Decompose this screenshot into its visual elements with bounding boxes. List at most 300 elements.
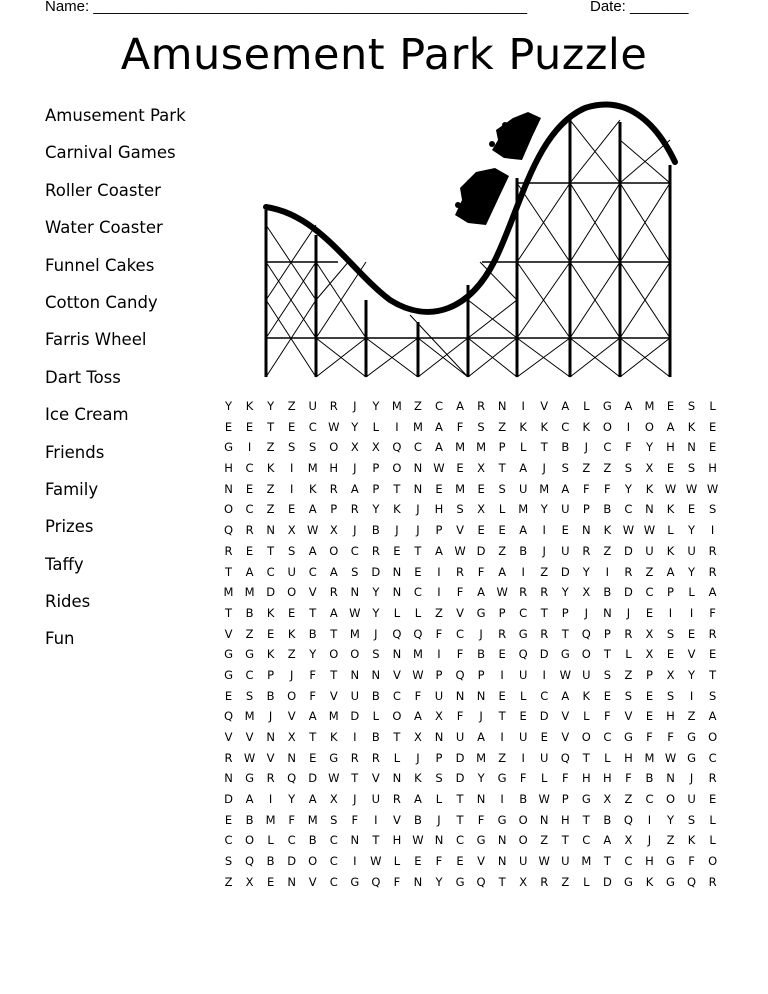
grid-cell[interactable]: E xyxy=(708,792,717,807)
grid-cell[interactable]: F xyxy=(667,730,674,744)
grid-cell[interactable]: O xyxy=(329,647,339,662)
grid-cell[interactable]: N xyxy=(497,399,507,413)
grid-cell[interactable]: H xyxy=(434,502,444,517)
grid-cell[interactable]: L xyxy=(393,854,401,869)
grid-cell[interactable]: X xyxy=(477,461,486,476)
grid-cell[interactable]: B xyxy=(245,812,254,827)
grid-cell[interactable]: X xyxy=(350,440,359,455)
grid-cell[interactable]: E xyxy=(456,854,464,869)
grid-cell[interactable]: L xyxy=(519,440,527,455)
grid-cell[interactable]: L xyxy=(604,750,611,765)
grid-cell[interactable]: Y xyxy=(435,874,443,889)
grid-cell[interactable]: R xyxy=(350,750,359,765)
grid-cell[interactable]: M xyxy=(328,709,339,724)
grid-cell[interactable]: O xyxy=(308,854,318,869)
grid-cell[interactable]: J xyxy=(542,461,546,476)
grid-cell[interactable]: N xyxy=(266,730,275,744)
grid-cell[interactable]: F xyxy=(709,605,716,620)
grid-cell[interactable]: L xyxy=(393,750,401,765)
grid-cell[interactable]: I xyxy=(500,730,504,744)
grid-cell[interactable]: L xyxy=(498,502,506,517)
grid-cell[interactable]: A xyxy=(414,709,422,724)
grid-cell[interactable]: Z xyxy=(245,626,254,641)
grid-cell[interactable]: A xyxy=(603,833,612,848)
grid-cell[interactable]: R xyxy=(456,564,465,579)
grid-cell[interactable]: R xyxy=(329,481,338,496)
grid-cell[interactable]: N xyxy=(392,771,402,786)
grid-cell[interactable]: K xyxy=(414,771,422,786)
grid-cell[interactable]: I xyxy=(353,854,357,869)
grid-cell[interactable]: V xyxy=(392,667,401,682)
grid-cell[interactable]: V xyxy=(371,771,380,786)
grid-cell[interactable]: K xyxy=(666,502,675,517)
grid-cell[interactable]: O xyxy=(518,812,528,827)
grid-cell[interactable]: K xyxy=(393,502,401,517)
grid-cell[interactable]: P xyxy=(330,502,338,517)
grid-cell[interactable]: U xyxy=(687,792,696,807)
grid-cell[interactable]: C xyxy=(434,399,443,413)
grid-cell[interactable]: R xyxy=(224,543,233,558)
grid-cell[interactable]: E xyxy=(645,709,654,724)
grid-cell[interactable]: F xyxy=(456,709,464,724)
grid-cell[interactable]: R xyxy=(540,626,549,641)
grid-cell[interactable]: W xyxy=(706,481,719,496)
grid-cell[interactable]: Y xyxy=(624,481,632,496)
grid-cell[interactable]: E xyxy=(498,647,506,662)
grid-cell[interactable]: Z xyxy=(287,399,296,413)
grid-cell[interactable]: R xyxy=(624,626,633,641)
grid-cell[interactable]: Z xyxy=(224,874,233,889)
grid-cell[interactable]: K xyxy=(266,605,275,620)
grid-cell[interactable]: J xyxy=(437,812,441,827)
grid-cell[interactable]: U xyxy=(561,854,570,869)
grid-cell[interactable]: R xyxy=(540,585,549,600)
grid-cell[interactable]: K xyxy=(666,543,675,558)
grid-cell[interactable]: S xyxy=(309,440,317,455)
grid-cell[interactable]: T xyxy=(225,564,233,579)
grid-cell[interactable]: T xyxy=(498,874,506,889)
grid-cell[interactable]: E xyxy=(456,461,464,476)
grid-cell[interactable]: Y xyxy=(372,585,380,600)
grid-cell[interactable]: D xyxy=(371,564,381,579)
grid-cell[interactable]: Z xyxy=(603,543,612,558)
grid-cell[interactable]: T xyxy=(498,709,506,724)
grid-cell[interactable]: A xyxy=(245,792,254,807)
grid-cell[interactable]: M xyxy=(223,585,234,600)
grid-cell[interactable]: Y xyxy=(351,419,359,434)
grid-cell[interactable]: Z xyxy=(498,750,507,765)
grid-cell[interactable]: B xyxy=(371,688,380,703)
grid-cell[interactable]: O xyxy=(644,419,654,434)
grid-cell[interactable]: K xyxy=(329,730,338,744)
grid-cell[interactable]: S xyxy=(666,688,675,703)
grid-cell[interactable]: L xyxy=(372,419,380,434)
grid-cell[interactable]: C xyxy=(624,502,633,517)
grid-cell[interactable]: V xyxy=(456,605,464,620)
grid-cell[interactable]: H xyxy=(224,461,233,476)
grid-cell[interactable]: U xyxy=(687,543,696,558)
grid-cell[interactable]: T xyxy=(603,854,611,869)
grid-cell[interactable]: I xyxy=(542,667,546,682)
grid-cell[interactable]: G xyxy=(476,833,486,848)
grid-cell[interactable]: R xyxy=(477,399,486,413)
grid-cell[interactable]: E xyxy=(393,543,401,558)
grid-cell[interactable]: Z xyxy=(266,481,275,496)
grid-cell[interactable]: E xyxy=(224,688,233,703)
grid-cell[interactable]: L xyxy=(435,792,443,807)
grid-cell[interactable]: X xyxy=(477,502,486,517)
grid-cell[interactable]: B xyxy=(245,605,254,620)
grid-cell[interactable]: D xyxy=(287,854,297,869)
grid-cell[interactable]: Q xyxy=(455,667,465,682)
grid-cell[interactable]: C xyxy=(624,854,633,869)
grid-cell[interactable]: N xyxy=(413,461,423,476)
grid-cell[interactable]: G xyxy=(687,730,697,744)
grid-cell[interactable]: Y xyxy=(688,564,696,579)
grid-cell[interactable]: Z xyxy=(540,564,549,579)
grid-cell[interactable]: G xyxy=(329,750,339,765)
grid-cell[interactable]: E xyxy=(414,564,422,579)
grid-cell[interactable]: Y xyxy=(540,502,548,517)
grid-cell[interactable]: G xyxy=(518,626,528,641)
grid-cell[interactable]: D xyxy=(308,771,318,786)
grid-cell[interactable]: D xyxy=(350,709,360,724)
grid-cell[interactable]: F xyxy=(688,854,695,869)
grid-cell[interactable]: X xyxy=(245,874,254,889)
grid-cell[interactable]: D xyxy=(560,564,570,579)
grid-cell[interactable]: O xyxy=(287,688,297,703)
grid-cell[interactable]: P xyxy=(372,461,380,476)
grid-cell[interactable]: F xyxy=(435,854,443,869)
grid-cell[interactable]: N xyxy=(497,833,507,848)
grid-cell[interactable]: A xyxy=(308,792,317,807)
grid-cell[interactable]: O xyxy=(223,502,234,517)
grid-cell[interactable]: Z xyxy=(624,667,633,682)
grid-cell[interactable]: E xyxy=(708,419,717,434)
grid-cell[interactable]: B xyxy=(308,833,317,848)
grid-cell[interactable]: L xyxy=(519,688,527,703)
grid-cell[interactable]: Q xyxy=(413,626,423,641)
grid-cell[interactable]: F xyxy=(519,771,527,786)
grid-cell[interactable]: F xyxy=(561,771,569,786)
grid-cell[interactable]: S xyxy=(687,461,696,476)
grid-cell[interactable]: G xyxy=(476,605,486,620)
grid-cell[interactable]: N xyxy=(392,585,402,600)
grid-cell[interactable]: A xyxy=(308,502,317,517)
grid-cell[interactable]: B xyxy=(603,812,612,827)
grid-cell[interactable]: O xyxy=(708,730,718,744)
grid-cell[interactable]: Q xyxy=(287,771,297,786)
grid-cell[interactable]: P xyxy=(267,667,275,682)
grid-cell[interactable]: K xyxy=(687,419,696,434)
grid-cell[interactable]: A xyxy=(519,523,528,538)
grid-cell[interactable]: R xyxy=(582,543,591,558)
grid-cell[interactable]: L xyxy=(541,771,548,786)
grid-cell[interactable]: Z xyxy=(582,461,591,476)
grid-cell[interactable]: M xyxy=(455,481,465,496)
grid-cell[interactable]: T xyxy=(393,481,401,496)
grid-cell[interactable]: K xyxy=(603,523,612,538)
grid-cell[interactable]: Q xyxy=(392,440,402,455)
grid-cell[interactable]: P xyxy=(645,667,653,682)
grid-cell[interactable]: I xyxy=(437,647,441,662)
grid-cell[interactable]: T xyxy=(540,605,548,620)
grid-cell[interactable]: W xyxy=(664,750,677,765)
grid-cell[interactable]: E xyxy=(414,854,422,869)
grid-cell[interactable]: T xyxy=(540,440,548,455)
grid-cell[interactable]: M xyxy=(539,481,550,496)
grid-cell[interactable]: W xyxy=(349,605,361,620)
grid-cell[interactable]: K xyxy=(266,461,275,476)
grid-cell[interactable]: F xyxy=(456,585,464,600)
grid-cell[interactable]: P xyxy=(667,585,674,600)
grid-cell[interactable]: A xyxy=(708,585,717,600)
grid-cell[interactable]: F xyxy=(477,564,485,579)
grid-cell[interactable]: N xyxy=(455,688,465,703)
grid-cell[interactable]: J xyxy=(416,502,420,517)
grid-cell[interactable]: O xyxy=(518,833,528,848)
grid-cell[interactable]: Z xyxy=(287,647,296,662)
grid-cell[interactable]: E xyxy=(666,399,675,413)
grid-cell[interactable]: A xyxy=(498,564,507,579)
grid-cell[interactable]: T xyxy=(225,605,233,620)
grid-cell[interactable]: G xyxy=(687,750,697,765)
grid-cell[interactable]: E xyxy=(540,730,548,744)
grid-cell[interactable]: R xyxy=(519,585,528,600)
grid-cell[interactable]: F xyxy=(351,812,359,827)
grid-cell[interactable]: I xyxy=(689,688,694,703)
grid-cell[interactable]: I xyxy=(268,792,273,807)
grid-cell[interactable]: T xyxy=(351,771,359,786)
grid-cell[interactable]: R xyxy=(498,626,507,641)
grid-cell[interactable]: S xyxy=(561,461,569,476)
grid-cell[interactable]: S xyxy=(351,564,359,579)
grid-cell[interactable]: Z xyxy=(498,543,507,558)
grid-cell[interactable]: C xyxy=(519,605,528,620)
grid-cell[interactable]: S xyxy=(687,812,696,827)
grid-cell[interactable]: D xyxy=(224,792,233,807)
grid-cell[interactable]: G xyxy=(224,440,233,455)
grid-cell[interactable]: E xyxy=(245,419,254,434)
grid-cell[interactable]: X xyxy=(603,792,612,807)
grid-cell[interactable]: E xyxy=(561,523,569,538)
grid-cell[interactable]: Y xyxy=(666,812,675,827)
grid-cell[interactable]: Z xyxy=(540,833,549,848)
grid-cell[interactable]: K xyxy=(266,647,275,662)
grid-cell[interactable]: C xyxy=(308,419,317,434)
grid-cell[interactable]: X xyxy=(582,585,591,600)
grid-cell[interactable]: W xyxy=(496,585,508,600)
grid-cell[interactable]: J xyxy=(689,771,694,786)
grid-cell[interactable]: L xyxy=(393,605,401,620)
grid-cell[interactable]: F xyxy=(456,647,464,662)
grid-cell[interactable]: R xyxy=(329,585,338,600)
grid-cell[interactable]: R xyxy=(708,543,717,558)
grid-cell[interactable]: I xyxy=(289,461,294,476)
grid-cell[interactable]: X xyxy=(624,833,633,848)
grid-cell[interactable]: S xyxy=(687,399,696,413)
grid-cell[interactable]: I xyxy=(521,399,525,413)
grid-cell[interactable]: K xyxy=(245,399,254,413)
grid-cell[interactable]: H xyxy=(666,709,675,724)
grid-cell[interactable]: R xyxy=(266,771,275,786)
grid-cell[interactable]: S xyxy=(288,440,296,455)
grid-cell[interactable]: J xyxy=(353,523,357,538)
grid-cell[interactable]: S xyxy=(666,626,675,641)
grid-cell[interactable]: I xyxy=(521,750,525,765)
grid-cell[interactable]: N xyxy=(224,481,233,496)
grid-cell[interactable]: H xyxy=(581,771,591,786)
grid-cell[interactable]: M xyxy=(391,399,402,413)
grid-cell[interactable]: O xyxy=(581,647,591,662)
grid-cell[interactable]: L xyxy=(372,709,380,724)
grid-cell[interactable]: W xyxy=(685,481,698,496)
grid-cell[interactable]: L xyxy=(709,812,716,827)
grid-cell[interactable]: Q xyxy=(518,647,528,662)
grid-cell[interactable]: F xyxy=(288,812,295,827)
grid-cell[interactable]: W xyxy=(622,523,635,538)
grid-cell[interactable]: Q xyxy=(223,709,234,724)
grid-cell[interactable]: W xyxy=(538,854,550,869)
grid-cell[interactable]: M xyxy=(307,812,318,827)
grid-cell[interactable]: V xyxy=(561,709,570,724)
grid-cell[interactable]: A xyxy=(329,605,338,620)
grid-cell[interactable]: U xyxy=(518,667,528,682)
grid-cell[interactable]: T xyxy=(582,750,590,765)
grid-cell[interactable]: C xyxy=(350,543,359,558)
grid-cell[interactable]: R xyxy=(224,750,233,765)
grid-cell[interactable]: N xyxy=(287,750,296,765)
grid-cell[interactable]: S xyxy=(498,481,506,496)
grid-cell[interactable]: I xyxy=(353,730,357,744)
grid-cell[interactable]: I xyxy=(710,523,715,538)
grid-cell[interactable]: M xyxy=(518,502,529,517)
grid-cell[interactable]: S xyxy=(330,812,338,827)
grid-cell[interactable]: G xyxy=(224,667,233,682)
grid-cell[interactable]: V xyxy=(224,626,233,641)
grid-cell[interactable]: L xyxy=(583,709,590,724)
grid-cell[interactable]: X xyxy=(371,440,380,455)
grid-cell[interactable]: J xyxy=(353,399,357,413)
grid-cell[interactable]: C xyxy=(245,502,254,517)
grid-cell[interactable]: H xyxy=(603,771,612,786)
grid-cell[interactable]: B xyxy=(266,688,275,703)
grid-cell[interactable]: C xyxy=(266,564,275,579)
grid-cell[interactable]: R xyxy=(392,792,401,807)
grid-cell[interactable]: G xyxy=(623,730,633,744)
grid-cell[interactable]: U xyxy=(518,854,528,869)
grid-cell[interactable]: E xyxy=(708,440,717,455)
grid-cell[interactable]: E xyxy=(288,419,296,434)
grid-cell[interactable]: A xyxy=(350,481,359,496)
grid-cell[interactable]: C xyxy=(287,833,296,848)
grid-cell[interactable]: K xyxy=(645,481,654,496)
grid-cell[interactable]: M xyxy=(244,585,255,600)
grid-cell[interactable]: J xyxy=(647,833,652,848)
grid-cell[interactable]: S xyxy=(435,771,443,786)
grid-cell[interactable]: D xyxy=(266,585,276,600)
grid-cell[interactable]: Y xyxy=(688,667,696,682)
grid-cell[interactable]: V xyxy=(456,523,464,538)
grid-cell[interactable]: N xyxy=(371,667,381,682)
grid-cell[interactable]: I xyxy=(395,419,399,434)
grid-cell[interactable]: P xyxy=(582,502,590,517)
grid-cell[interactable]: V xyxy=(561,730,570,744)
grid-cell[interactable]: T xyxy=(309,730,317,744)
grid-cell[interactable]: M xyxy=(644,399,655,413)
grid-cell[interactable]: H xyxy=(666,440,675,455)
grid-cell[interactable]: U xyxy=(582,667,591,682)
grid-cell[interactable]: A xyxy=(561,399,570,413)
grid-cell[interactable]: J xyxy=(584,440,589,455)
grid-cell[interactable]: X xyxy=(645,626,654,641)
grid-cell[interactable]: G xyxy=(581,792,591,807)
grid-cell[interactable]: N xyxy=(392,647,402,662)
grid-cell[interactable]: F xyxy=(414,688,422,703)
grid-cell[interactable]: J xyxy=(584,605,589,620)
grid-cell[interactable]: L xyxy=(583,399,590,413)
grid-cell[interactable]: K xyxy=(645,874,654,889)
grid-cell[interactable]: K xyxy=(287,626,296,641)
grid-cell[interactable]: E xyxy=(224,812,233,827)
grid-cell[interactable]: E xyxy=(498,688,506,703)
grid-cell[interactable]: R xyxy=(371,543,380,558)
grid-cell[interactable]: P xyxy=(435,523,443,538)
grid-cell[interactable]: W xyxy=(412,667,424,682)
grid-cell[interactable]: A xyxy=(666,419,675,434)
grid-cell[interactable]: E xyxy=(603,688,611,703)
grid-cell[interactable]: V xyxy=(308,585,317,600)
grid-cell[interactable]: U xyxy=(561,543,570,558)
grid-cell[interactable]: V xyxy=(540,399,549,413)
grid-cell[interactable]: N xyxy=(603,605,612,620)
grid-cell[interactable]: O xyxy=(392,461,402,476)
grid-cell[interactable]: J xyxy=(289,667,294,682)
grid-cell[interactable]: Q xyxy=(623,812,633,827)
grid-cell[interactable]: T xyxy=(582,812,590,827)
grid-cell[interactable]: Q xyxy=(687,874,697,889)
grid-cell[interactable]: T xyxy=(456,812,464,827)
grid-cell[interactable]: A xyxy=(329,564,338,579)
grid-cell[interactable]: T xyxy=(330,626,338,641)
grid-cell[interactable]: Z xyxy=(603,461,612,476)
grid-cell[interactable]: X xyxy=(287,523,296,538)
grid-cell[interactable]: R xyxy=(708,626,717,641)
grid-cell[interactable]: Q xyxy=(392,626,402,641)
grid-cell[interactable]: T xyxy=(267,419,275,434)
grid-cell[interactable]: R xyxy=(708,771,717,786)
grid-cell[interactable]: I xyxy=(289,481,294,496)
grid-cell[interactable]: C xyxy=(224,833,233,848)
grid-cell[interactable]: J xyxy=(395,523,399,538)
grid-cell[interactable]: Y xyxy=(288,792,296,807)
grid-cell[interactable]: Q xyxy=(560,750,570,765)
grid-cell[interactable]: W xyxy=(433,461,445,476)
grid-cell[interactable]: A xyxy=(456,399,464,413)
grid-cell[interactable]: E xyxy=(245,543,254,558)
grid-cell[interactable]: T xyxy=(498,461,506,476)
grid-cell[interactable]: P xyxy=(372,481,380,496)
grid-cell[interactable]: L xyxy=(267,833,274,848)
grid-cell[interactable]: I xyxy=(668,605,673,620)
grid-cell[interactable]: I xyxy=(500,792,504,807)
grid-cell[interactable]: O xyxy=(287,585,297,600)
grid-cell[interactable]: D xyxy=(455,771,465,786)
grid-cell[interactable]: S xyxy=(708,688,717,703)
grid-cell[interactable]: G xyxy=(560,647,570,662)
grid-cell[interactable]: Y xyxy=(561,585,569,600)
grid-cell[interactable]: S xyxy=(624,461,633,476)
